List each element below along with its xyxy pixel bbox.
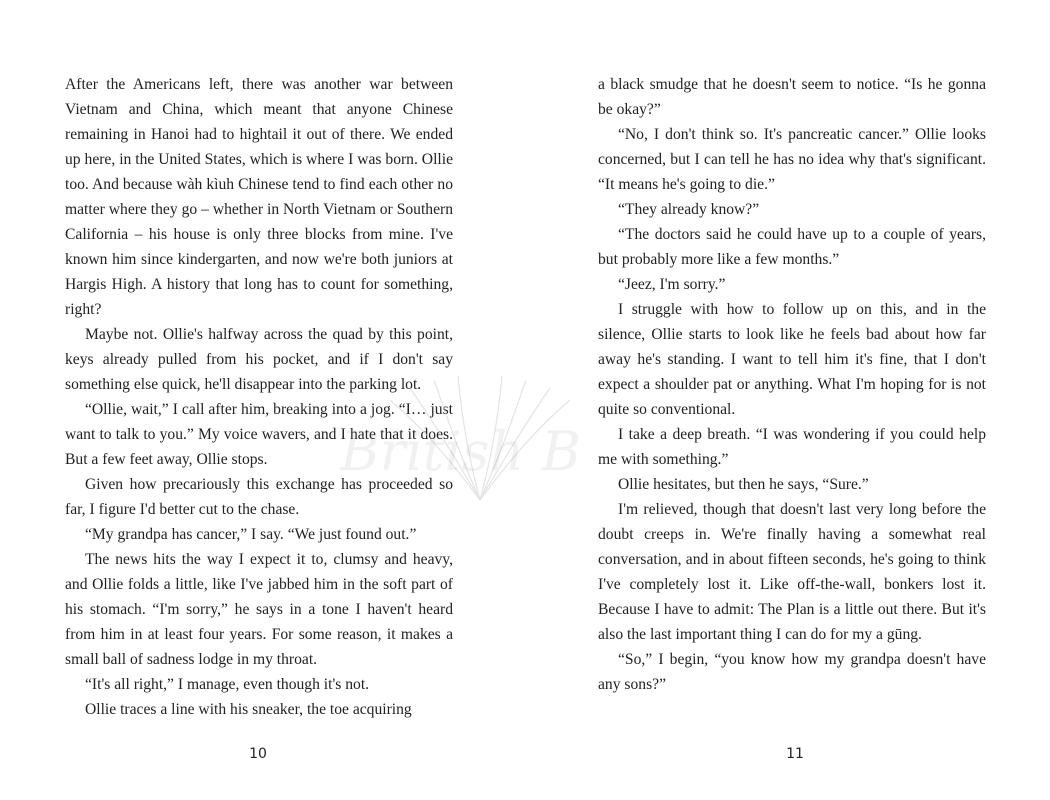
paragraph: Ollie traces a line with his sneaker, the toe acquiring [85, 701, 412, 718]
right-page-text [598, 72, 986, 697]
paragraph: “So,” I begin, “you know how my grandpa doesn't have any sons?” [598, 651, 986, 693]
paragraph: I struggle with how to follow up on this, and in the silence, Ollie starts to look like he feels bad about how far away he's standing. I want to tell him it's fine, that I don't expect a shoulder pat or anything. What I'm hoping for is not quite so conventional. [598, 301, 986, 418]
page-number: 11 [786, 746, 804, 762]
paragraph: Maybe not. Ollie's halfway across the quad by this point, keys already pulled from his pocket, and if I don't say something else quick, he'll disappear into the parking lot. [65, 326, 453, 393]
paragraph: “It's all right,” I manage, even though it's not. [85, 676, 370, 693]
paragraph: “Jeez, I'm sorry.” [618, 276, 726, 293]
paragraph: The news hits the way I expect it to, clumsy and heavy, and Ollie folds a little, like I've jabbed him in the soft part of his stomach. “I'm sorry,” he says in a tone I haven't heard from him in at least four years. For some reason, it makes a small ball of sadness lodge in my throat. [65, 551, 453, 668]
paragraph: “My grandpa has cancer,” I say. “We just found out.” [85, 526, 417, 543]
paragraph: I take a deep breath. “I was wondering if you could help me with something.” [598, 426, 986, 468]
paragraph: Given how precariously this exchange has proceeded so far, I figure I'd better cut to the chase. [65, 476, 453, 518]
paragraph: “They already know?” [618, 201, 760, 218]
left-page-text [65, 72, 453, 722]
watermark-text: British B [340, 420, 582, 483]
paragraph: I'm relieved, though that doesn't last very long before the doubt creeps in. We're finally having a somewhat real conversation, and in about fifteen seconds, he's going to think I've completely lost it. Like off-the-wall, bonkers lost it. Because I have to admit: The Plan is a little out there. But it's also the last important thing I can do for my a gūng. [598, 501, 986, 643]
paragraph: After the Americans left, there was another war between Vietnam and China, which meant that anyone Chinese remaining in Hanoi had to hightail it out of there. We ended up here, in the United States, which is where I was born. Ollie too. And because wàh kìuh Chinese tend to find each other no matter where they go – whether in North Vietnam or Southern California – his house is only three blocks from mine. I've known him since kindergarten, and now we're both juniors at Hargis High. A history that long has to count for something, right? [65, 76, 453, 318]
paragraph: “The doctors said he could have up to a couple of years, but probably more like a few months.” [598, 226, 986, 268]
paragraph: “Ollie, wait,” I call after him, breaking into a jog. “I… just want to talk to you.” My voice wavers, and I hate that it does. But a few feet away, Ollie stops. [65, 401, 453, 468]
page-number: 10 [249, 746, 267, 762]
right-page [525, 0, 1050, 800]
paragraph: Ollie hesitates, but then he says, “Sure.” [618, 476, 869, 493]
paragraph: a black smudge that he doesn't seem to notice. “Is he gonna be okay?” [598, 76, 986, 118]
paragraph: “No, I don't think so. It's pancreatic cancer.” Ollie looks concerned, but I can tell he has no idea why that's significant. “It means he's going to die.” [598, 126, 986, 193]
